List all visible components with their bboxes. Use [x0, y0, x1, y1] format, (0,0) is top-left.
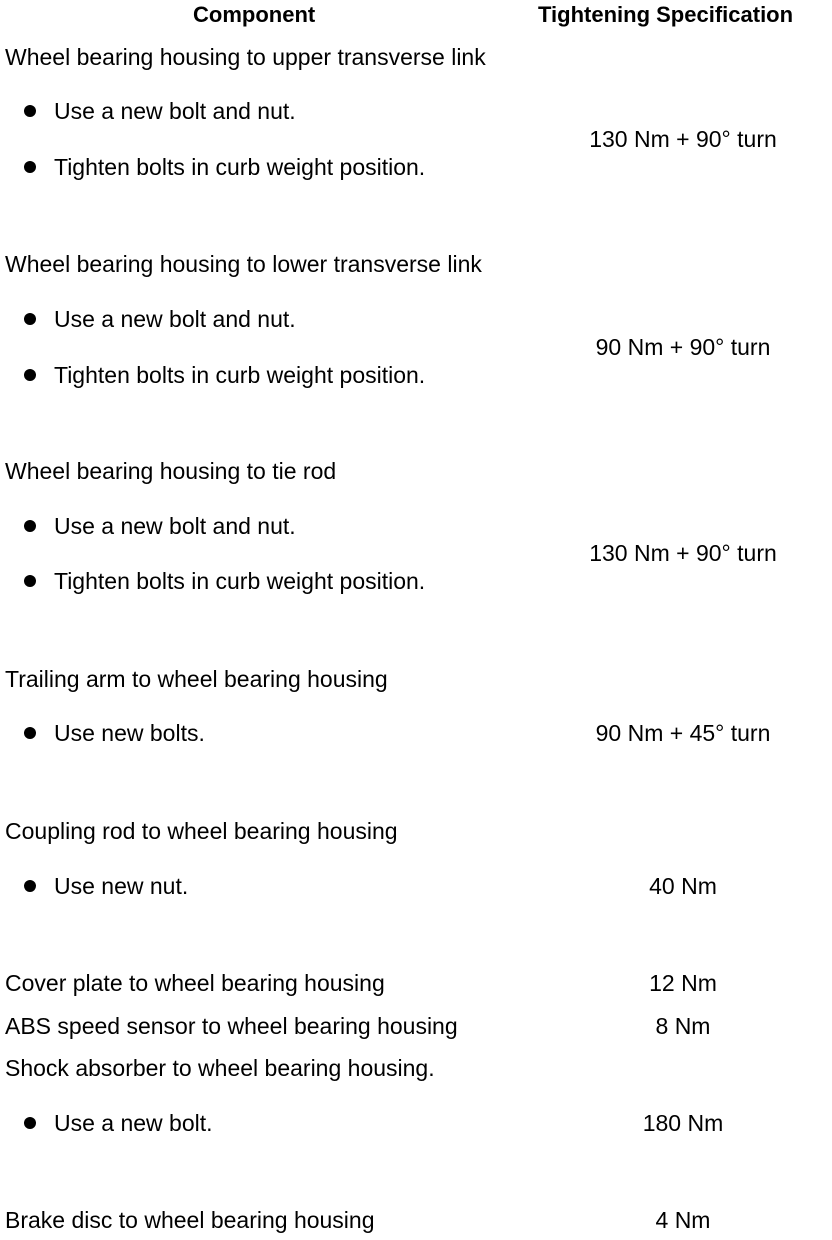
tightening-spec: 130 Nm + 90° turn [589, 540, 777, 566]
note-text: Tighten bolts in curb weight position. [54, 362, 426, 388]
bullet-icon [24, 520, 36, 532]
component-title: Coupling rod to wheel bearing housing [5, 818, 398, 844]
component-title: Trailing arm to wheel bearing housing [5, 666, 388, 692]
component-title: Wheel bearing housing to tie rod [5, 458, 337, 484]
note-text: Tighten bolts in curb weight position. [54, 154, 426, 180]
component-column-header: Component [193, 2, 316, 27]
note-text: Use a new bolt and nut. [54, 513, 296, 539]
note-item [24, 567, 425, 595]
bullet-icon [24, 369, 36, 381]
bullet-icon [24, 313, 36, 325]
note-item [24, 1109, 213, 1137]
tightening-spec: 90 Nm + 45° turn [595, 720, 771, 746]
bullet-icon [24, 880, 36, 892]
note-text: Use new bolts. [54, 720, 205, 746]
note-text: Use a new bolt. [54, 1110, 213, 1136]
note-text: Use new nut. [54, 873, 189, 899]
tightening-spec: 12 Nm [649, 970, 717, 996]
component-title: ABS speed sensor to wheel bearing housing [5, 1013, 458, 1039]
component-title: Cover plate to wheel bearing housing [5, 970, 385, 996]
tightening-spec: 40 Nm [649, 873, 717, 899]
component-title: Wheel bearing housing to lower transverse link [5, 251, 482, 277]
note-item [24, 153, 425, 181]
note-text: Use a new bolt and nut. [54, 98, 296, 124]
note-item [24, 97, 296, 125]
spec-column-header: Tightening Specification [538, 2, 794, 27]
tightening-spec: 8 Nm [655, 1013, 711, 1039]
note-item [24, 305, 296, 333]
tightening-spec: 4 Nm [655, 1207, 711, 1233]
component-title: Brake disc to wheel bearing housing [5, 1207, 375, 1233]
bullet-icon [24, 105, 36, 117]
note-item [24, 872, 188, 900]
note-item [24, 719, 205, 747]
tightening-spec: 180 Nm [642, 1110, 724, 1136]
bullet-icon [24, 727, 36, 739]
component-title: Shock absorber to wheel bearing housing. [5, 1055, 435, 1081]
note-item [24, 361, 425, 389]
bullet-icon [24, 575, 36, 587]
note-text: Tighten bolts in curb weight position. [54, 568, 426, 594]
note-item [24, 512, 296, 540]
bullet-icon [24, 161, 36, 173]
component-title: Wheel bearing housing to upper transverse link [5, 44, 486, 70]
note-text: Use a new bolt and nut. [54, 306, 296, 332]
bullet-icon [24, 1117, 36, 1129]
tightening-spec: 130 Nm + 90° turn [589, 126, 777, 152]
tightening-spec: 90 Nm + 90° turn [595, 334, 771, 360]
